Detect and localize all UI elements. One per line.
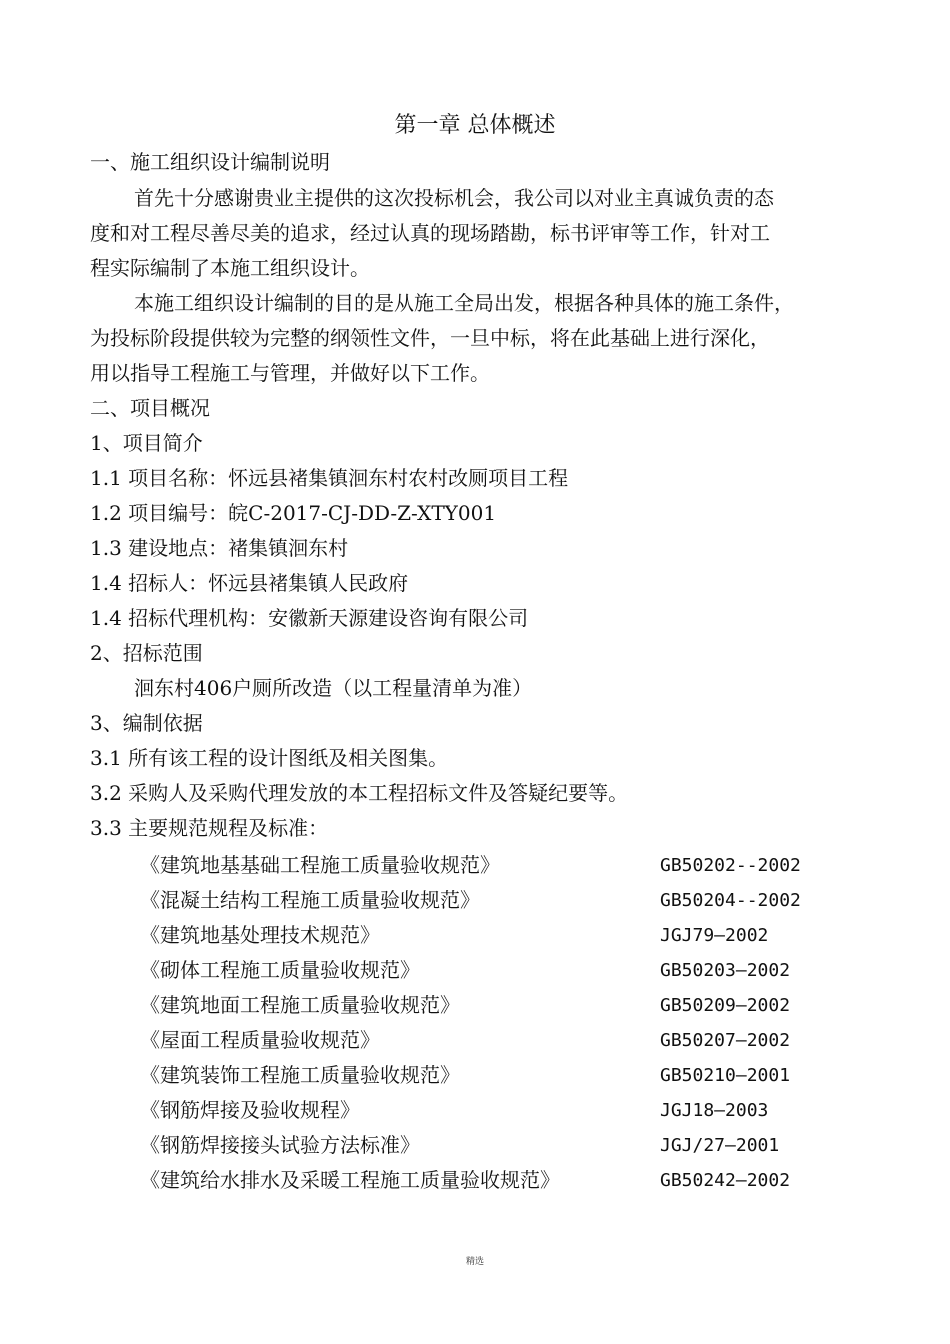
paragraph-line: 度和对工程尽善尽美的追求，经过认真的现场踏勘，标书评审等工作，针对工 — [90, 221, 770, 245]
list-item: 3.3 主要规范规程及标准： — [90, 816, 329, 840]
standard-code: GB50203—2002 — [660, 960, 791, 981]
standard-name: 《砌体工程施工质量验收规范》 — [140, 958, 420, 982]
standard-code: GB50204--2002 — [660, 890, 801, 911]
standard-code: JGJ/27—2001 — [660, 1135, 780, 1156]
list-item: 1.4 招标代理机构：安徽新天源建设咨询有限公司 — [90, 606, 529, 630]
standard-name: 《屋面工程质量验收规范》 — [140, 1028, 380, 1052]
standard-code: JGJ79—2002 — [660, 925, 769, 946]
subsection-heading: 3、编制依据 — [90, 711, 203, 735]
section-heading: 一、施工组织设计编制说明 — [90, 150, 330, 174]
section-heading: 二、项目概况 — [90, 396, 210, 420]
standard-name: 《建筑装饰工程施工质量验收规范》 — [140, 1063, 460, 1087]
page-title: 第一章 总体概述 — [394, 113, 556, 138]
subsection-heading: 2、招标范围 — [90, 641, 203, 665]
paragraph-line: 首先十分感谢贵业主提供的这次投标机会，我公司以对业主真诚负责的态 — [134, 186, 774, 210]
paragraph-line: 用以指导工程施工与管理，并做好以下工作。 — [90, 361, 490, 385]
list-item: 3.1 所有该工程的设计图纸及相关图集。 — [90, 746, 449, 770]
standard-name: 《钢筋焊接及验收规程》 — [140, 1098, 360, 1122]
subsection-heading: 1、项目简介 — [90, 431, 203, 455]
page-footer: 精选 — [465, 1257, 484, 1267]
standard-name: 《建筑给水排水及采暖工程施工质量验收规范》 — [140, 1168, 560, 1192]
standard-code: GB50207—2002 — [660, 1030, 791, 1051]
standard-code: GB50210—2001 — [660, 1065, 791, 1086]
standard-name: 《混凝土结构工程施工质量验收规范》 — [140, 888, 480, 912]
paragraph-line: 为投标阶段提供较为完整的纲领性文件，一旦中标，将在此基础上进行深化， — [90, 326, 770, 350]
standard-code: GB50209—2002 — [660, 995, 791, 1016]
paragraph-line: 本施工组织设计编制的目的是从施工全局出发，根据各种具体的施工条件， — [134, 291, 794, 315]
standard-code: GB50202--2002 — [660, 855, 801, 876]
standard-name: 《建筑地基基础工程施工质量验收规范》 — [140, 853, 500, 877]
list-item: 1.4 招标人：怀远县褚集镇人民政府 — [90, 571, 409, 595]
standard-name: 《钢筋焊接接头试验方法标准》 — [140, 1133, 420, 1157]
standard-name: 《建筑地面工程施工质量验收规范》 — [140, 993, 460, 1017]
standard-name: 《建筑地基处理技术规范》 — [140, 923, 380, 947]
paragraph-line: 程实际编制了本施工组织设计。 — [90, 256, 370, 280]
list-item: 3.2 采购人及采购代理发放的本工程招标文件及答疑纪要等。 — [90, 781, 629, 805]
list-item: 1.3 建设地点：褚集镇洄东村 — [90, 536, 349, 560]
standard-code: JGJ18—2003 — [660, 1100, 769, 1121]
scope-text: 洄东村406户厕所改造（以工程量清单为准） — [134, 676, 533, 700]
list-item: 1.1 项目名称：怀远县褚集镇洄东村农村改厕项目工程 — [90, 466, 569, 490]
list-item: 1.2 项目编号：皖C-2017-CJ-DD-Z-XTY001 — [90, 501, 497, 525]
standard-code: GB50242—2002 — [660, 1170, 791, 1191]
